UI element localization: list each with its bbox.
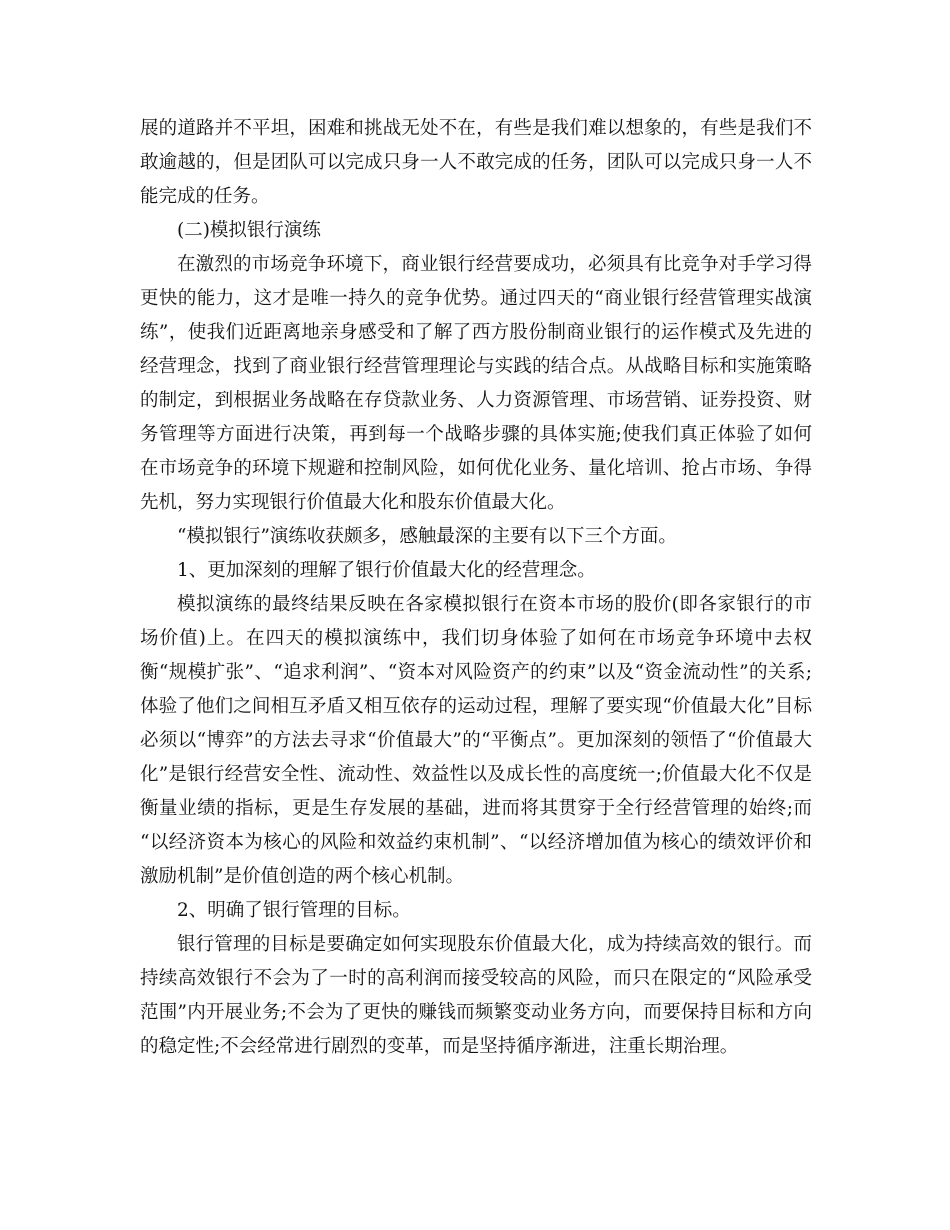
subheading-value-maximization: 1、更加深刻的理解了银行价值最大化的经营理念。 (177, 560, 596, 581)
document-body (140, 112, 812, 1064)
subheading-management-goal: 2、明确了银行管理的目标。 (177, 900, 411, 921)
paragraph-value-maximization: 模拟演练的最终结果反映在各家模拟银行在资本市场的股价(即各家银行的市场价值)上。在四天的模拟演练中，我们切身体验了如何在市场竞争环境中去权衡“规模扩张”、“追求利润”、“资本对风险资产的约束”以及“资金流动性”的关系;体验了他们之间相互矛盾又相互依存的运动过程，理解了要实现“价值最大化”目标必须以“博弈”的方法去寻求“价值最大”的“平衡点”。更加深刻的领悟了“价值最大化”是银行经营安全性、流动性、效益性以及成长性的高度统一;价值最大化不仅是衡量业绩的指标，更是生存发展的基础，进而将其贯穿于全行经营管理的始终;而 “以经济资本为核心的风险和效益约束机制”、“以经济增加值为核心的绩效评价和激励机制”是价值创造的两个核心机制。 (140, 594, 812, 887)
paragraph-competition: 在激烈的市场竞争环境下，商业银行经营要成功，必须具有比竞争对手学习得更快的能力，这才是唯一持久的竞争优势。通过四天的“商业银行经营管理实战演练”，使我们近距离地亲身感受和了解了西方股份制商业银行的运作模式及先进的经营理念，找到了商业银行经营管理理论与实践的结合点。从战略目标和实施策略的制定，到根据业务战略在存贷款业务、人力资源管理、市场营销、证券投资、财务管理等方面进行决策，再到每一个战略步骤的具体实施;使我们真正体验了如何在市场竞争的环境下规避和控制风险，如何优化业务、量化培训、抢占市场、争得先机，努力实现银行价值最大化和股东价值最大化。 (140, 254, 812, 513)
paragraph-continuation: 展的道路并不平坦，困难和挑战无处不在，有些是我们难以想象的，有些是我们不敢逾越的，但是团队可以完成只身一人不敢完成的任务，团队可以完成只身一人不能完成的任务。 (140, 118, 812, 207)
paragraph-gains: “模拟银行”演练收获颇多，感触最深的主要有以下三个方面。 (177, 526, 677, 547)
section-heading-simulated-bank: (二)模拟银行演练 (177, 220, 321, 241)
paragraph-management-goal: 银行管理的目标是要确定如何实现股东价值最大化，成为持续高效的银行。而持续高效银行不会为了一时的高利润而接受较高的风险，而只在限定的“风险承受范围”内开展业务;不会为了更快的赚钱而频繁变动业务方向，而要保持目标和方向的稳定性;不会经常进行剧烈的变革，而是坚持循序渐进，注重长期治理。 (140, 934, 812, 1057)
